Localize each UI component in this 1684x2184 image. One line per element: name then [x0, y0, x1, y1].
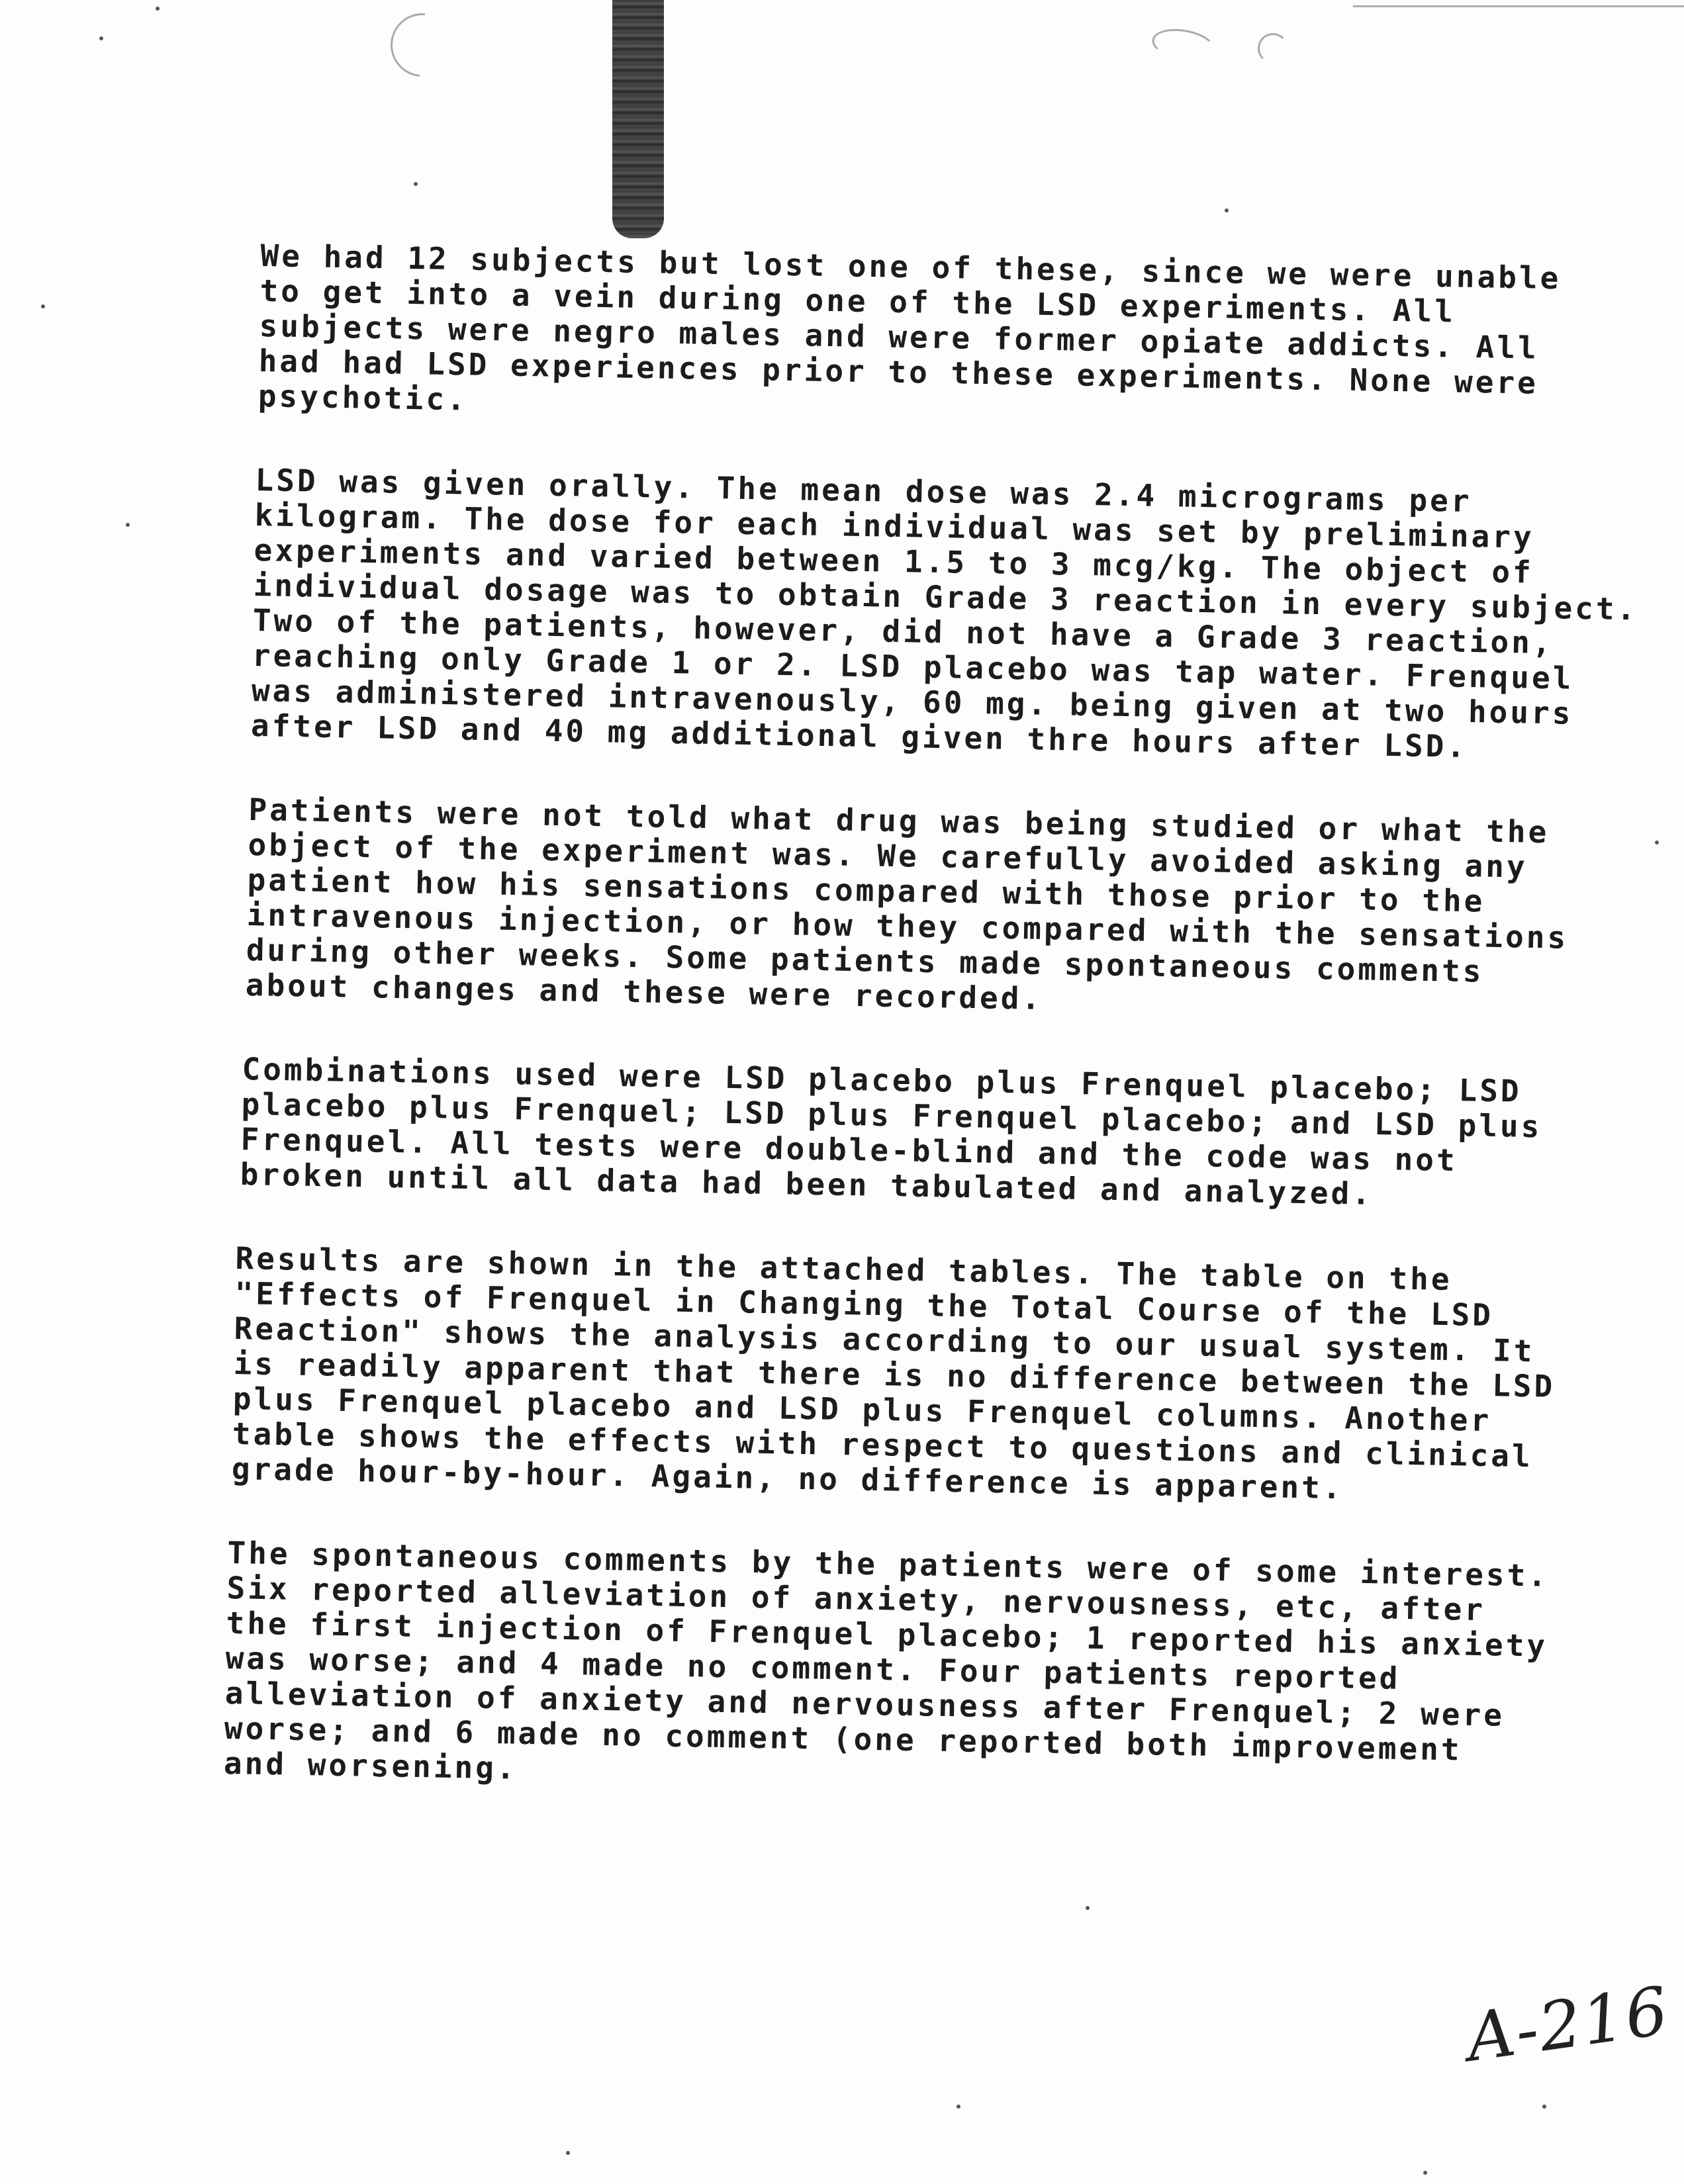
scan-speck [1086, 1906, 1090, 1910]
paragraph-procedure: Patients were not told what drug was being studied or what the object of the experiment was. We carefully avoided asking any patient how his sensations compared with those prior to the intravenous injection, or how they compared with the sensations during other weeks. Some patients made spontaneous comments about changes and these were recorded. [245, 792, 1569, 1017]
paragraph-results: Results are shown in the attached tables. The table on the "Effects of Frenquel in Changing the Total Course of the LSD Reaction" shows the analysis according to our usual system. It is readily apparent that there is no difference between the LSD plus Frenquel placebo and LSD plus Frenquel columns. Another table shows the effects with respect to questions and clinical grade hour-by-hour. Again, no difference is apparent. [231, 1240, 1556, 1506]
scan-speck [1655, 841, 1659, 844]
scan-speck [126, 523, 130, 527]
scan-edge-line [1353, 5, 1684, 7]
paragraph-combinations: Combinations used were LSD placebo plus Frenquel placebo; LSD placebo plus Frenquel; LSD plus Frenquel placebo; and LSD plus Frenquel. All tests were double-blind and the code was not broken until all data had been tabulated and analyzed. [240, 1051, 1542, 1212]
scan-speck [156, 7, 160, 11]
scan-speck [1542, 2105, 1546, 2109]
scan-speck [957, 2105, 960, 2109]
scan-speck [41, 304, 45, 308]
handwritten-page-number: A-216 [1462, 1972, 1674, 2077]
scan-artifact-bar [612, 0, 664, 238]
scan-speck [1423, 2171, 1427, 2175]
scan-artifact-arc [1258, 33, 1288, 64]
scan-speck [414, 182, 418, 186]
paragraph-subjects: We had 12 subjects but lost one of these, since we were unable to get into a vein during one of the LSD experiments. All subjects were negro males and were former opiate addicts. All had had LSD experiences prior to these experiments. None were psychotic. [257, 238, 1562, 418]
scan-speck [99, 36, 103, 40]
scan-speck [566, 2151, 570, 2155]
paragraph-comments: The spontaneous comments by the patients were of some interest. Six reported alleviation of anxiety, nervousness, etc, after the first injection of Frenquel placebo; 1 reported his anxiety was worse; and 4 made no comment. Four patients reported alleviation of anxiety and nervousness after Frenquel; 2 were worse; and 6 made no comment (one reported both improvement and worsening. [223, 1535, 1550, 1786]
document-body [224, 238, 1647, 1830]
paragraph-dosage: LSD was given orally. The mean dose was 2.4 micrograms per kilogram. The dose for each individual was set by preliminary experiments and varied between 1.5 to 3 mcg/kg. The object of individual dosage was to obtain Grade 3 reaction in every subject. Two of the patients, however, did not have a Grade 3 reaction, reaching only Grade 1 or 2. LSD placebo was tap water. Frenquel was administered intravenously, 60 mg. being given at two hours after LSD and 40 mg additional given thre hours after LSD. [250, 462, 1638, 765]
scan-artifact-arc [1150, 24, 1218, 66]
scan-artifact-arc [377, 0, 467, 89]
scan-speck [1225, 208, 1229, 212]
